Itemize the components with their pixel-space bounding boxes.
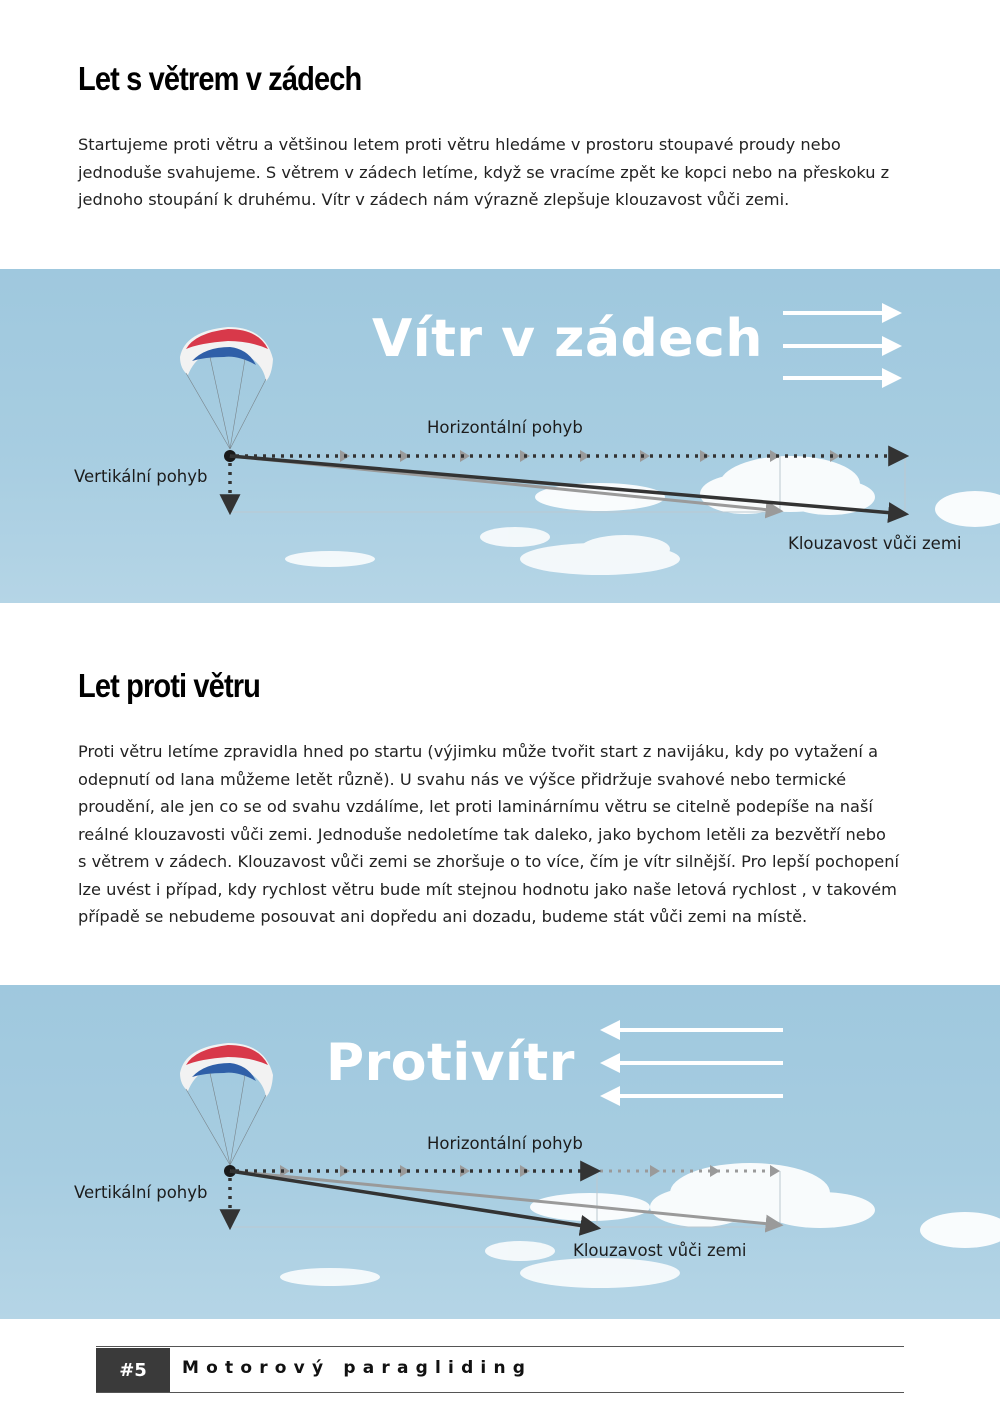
paragraph-line: Startujeme proti větru a většinou letem proti větru hledáme v prostoru stoupavé proudy nebo [78,135,841,154]
footer-divider-bottom [96,1392,904,1393]
section-paragraph-tailwind [78,131,928,214]
paragraph-line: jednoho stoupání k druhému. Vítr v zádech nám výrazně zlepšuje klouzavost vůči zemi. [78,190,790,209]
diagram-title: Protivítr [326,1033,575,1093]
cloud-icon [530,1163,1000,1248]
paragraph-line: proudění, ale jen co se od svahu vzdálíme, let proti laminárnímu větru se citelně podepíše na naší [78,797,873,816]
footer-title: Motorový paragliding [182,1358,533,1378]
page-number-badge: #5 [96,1348,170,1392]
cloud-icon [535,456,1000,527]
vertical-movement-label: Vertikální pohyb [74,467,208,486]
horizontal-movement-label: Horizontální pohyb [427,418,583,437]
tailwind-diagram [0,269,1000,603]
paraglider-icon [180,327,273,462]
section-paragraph-headwind [78,738,928,931]
ground-glide-label: Klouzavost vůči zemi [788,534,962,553]
paragraph-line: odepnutí od lana můžeme letět různě). U svahu nás ve výšce přidržuje svahové nebo termické [78,769,847,789]
paragraph-line: s větrem v zádech. Klouzavost vůči zemi se zhoršuje o to více, čím je vítr silnější. Pro lepší pochopení [78,852,900,871]
paragraph-line: jednoduše svahujeme. S větrem v zádech letíme, když se vracíme zpět ke kopci nebo na přeskoku z [78,162,890,182]
headwind-diagram [0,985,1000,1319]
paragraph-line: případě se nebudeme posouvat ani dopředu ani dozadu, budeme stát vůči zemi na místě. [78,907,808,926]
paraglider-icon [180,1043,273,1177]
diagram-title: Vítr v zádech [372,309,763,369]
paragraph-line: Proti větru letíme zpravidla hned po startu (výjimku může tvořit start z navijáku, kdy po vytažení a [78,742,878,761]
paragraph-line: reálné klouzavosti vůči zemi. Jednoduše nedoletíme tak daleko, jako bychom letěli za bezvětří nebo [78,824,886,844]
paragraph-line: lze uvést i případ, kdy rychlost větru bude mít stejnou hodnotu jako naše letová rychlost , v takovém [78,879,897,899]
vertical-movement-label: Vertikální pohyb [74,1183,208,1202]
ground-glide-label: Klouzavost vůči zemi [573,1241,747,1260]
wind-arrows-left-icon [604,1030,783,1096]
footer-divider-top [96,1346,904,1347]
horizontal-movement-label: Horizontální pohyb [427,1134,583,1153]
cloud-icon [285,527,680,575]
section-heading-tailwind: Let s větrem v zádech [78,60,362,97]
section-heading-headwind: Let proti větru [78,667,261,704]
wind-arrows-right-icon [783,313,898,378]
